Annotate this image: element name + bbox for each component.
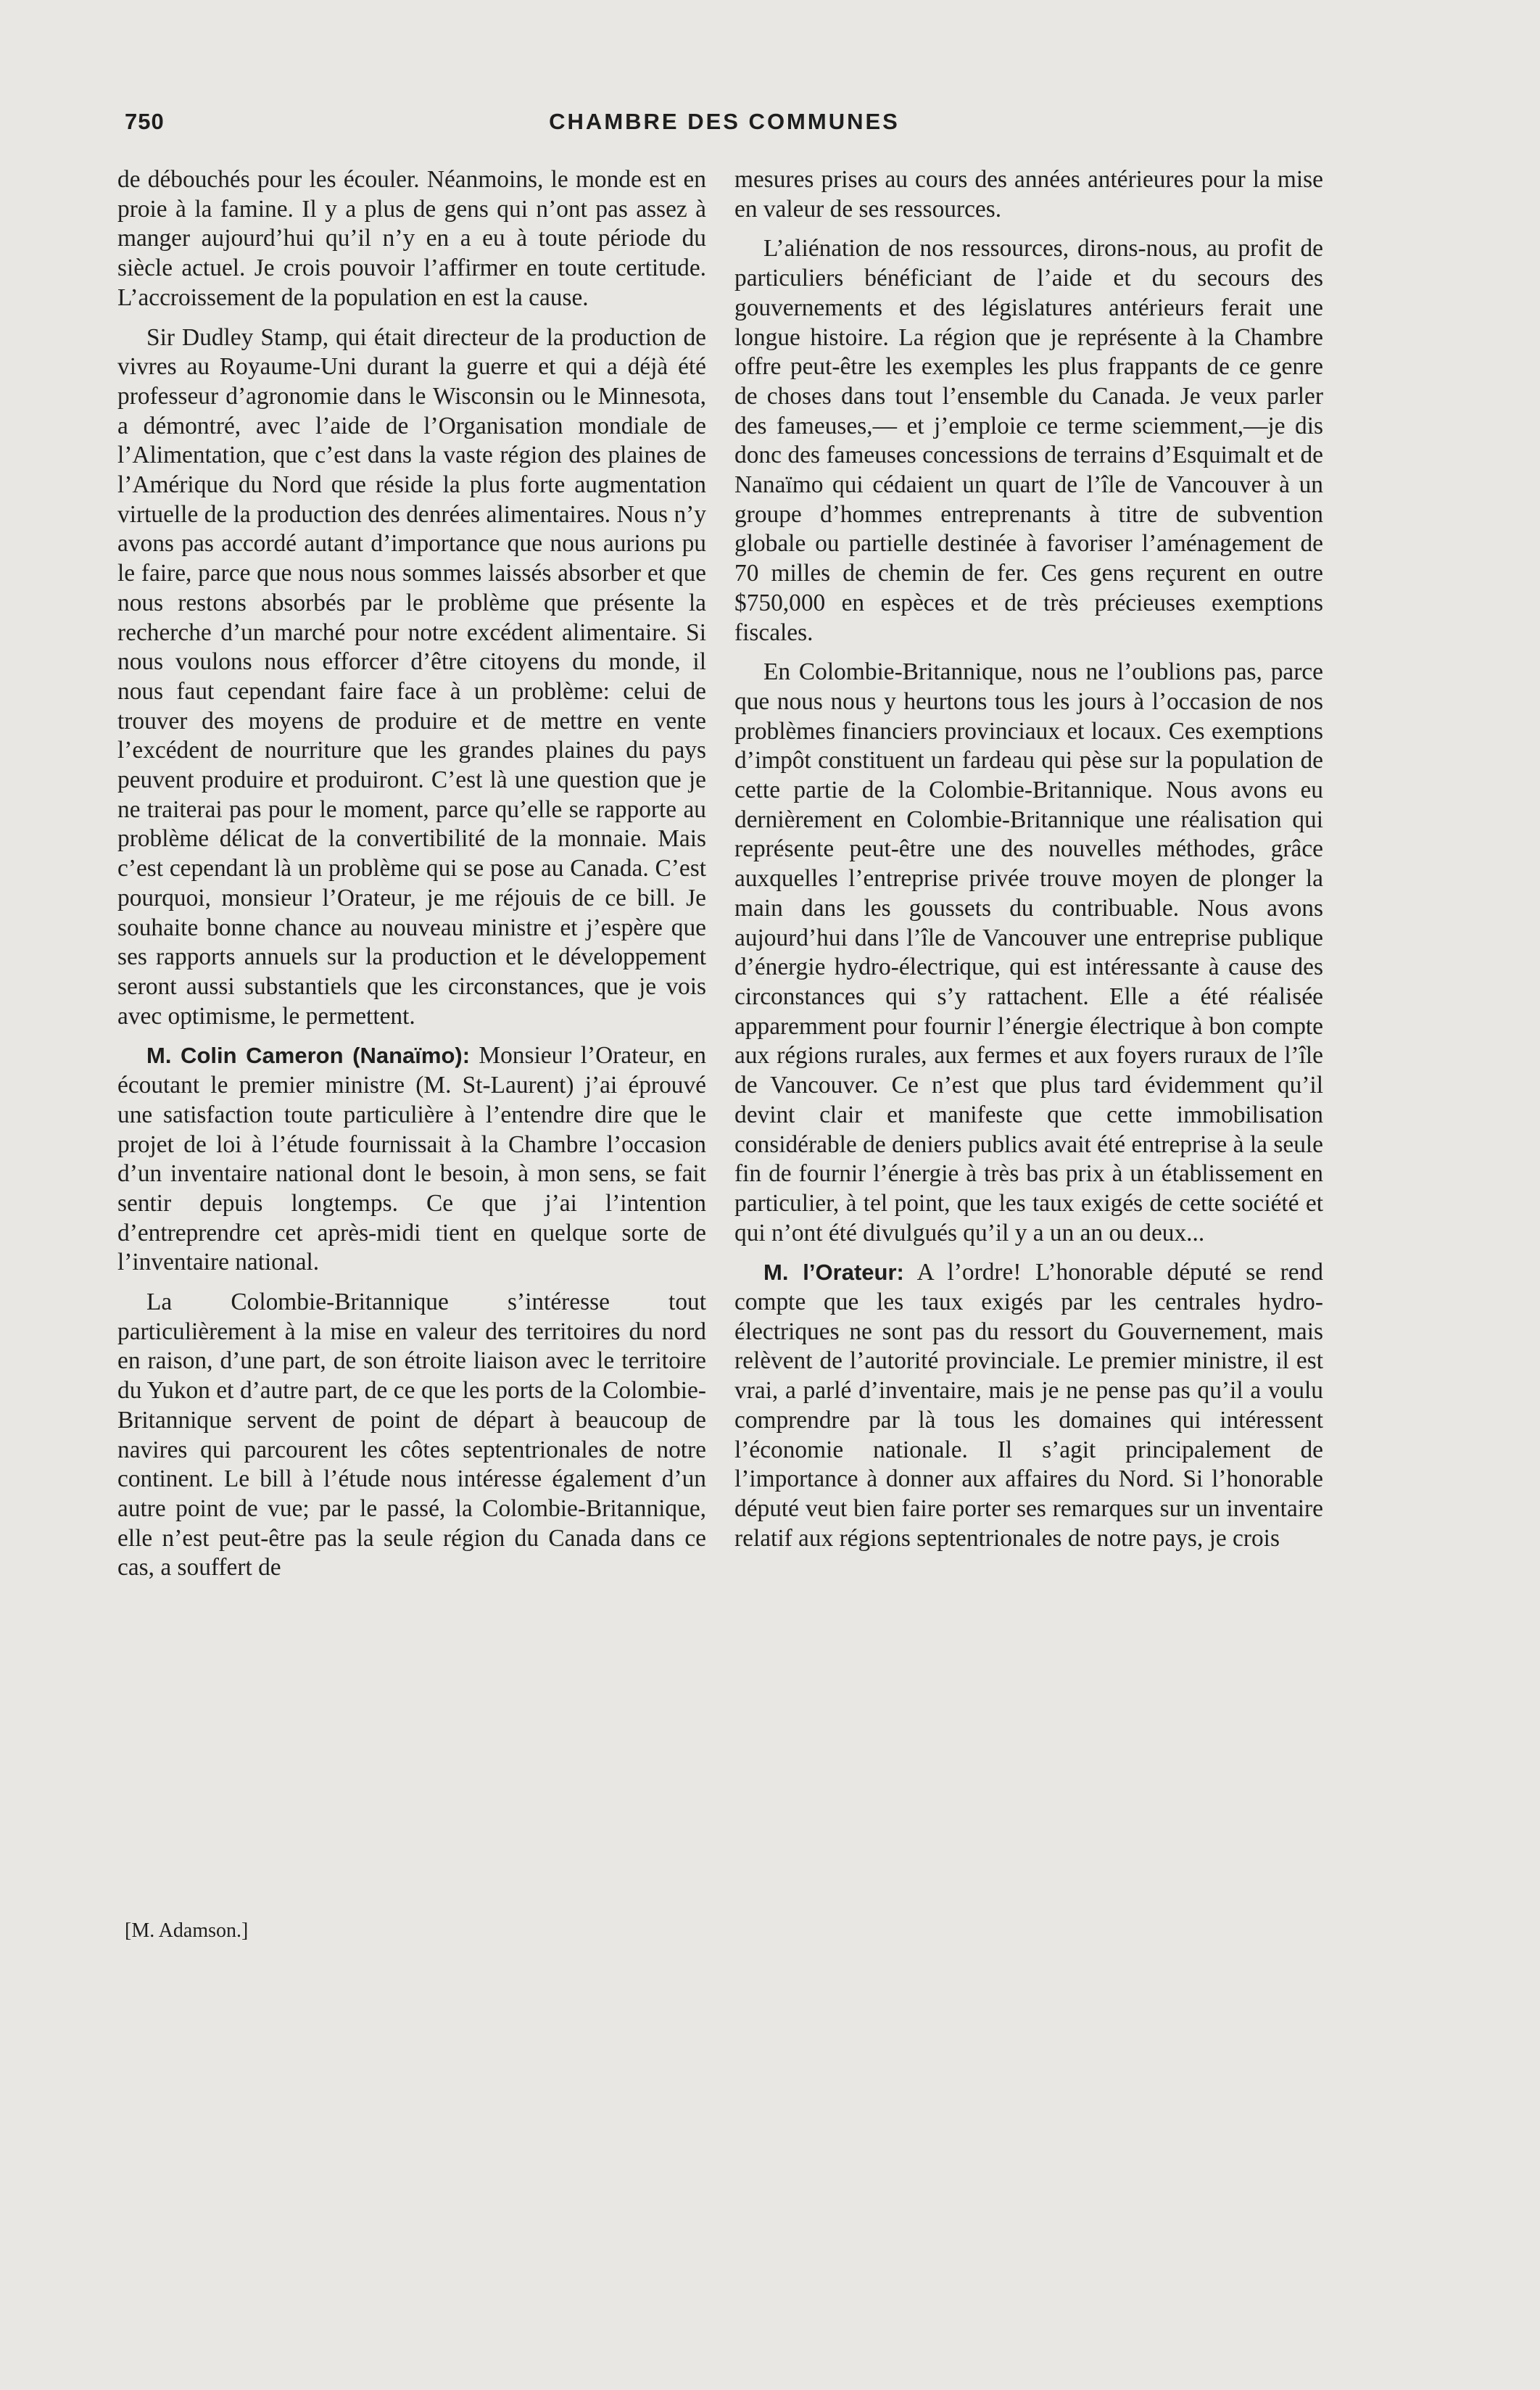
page-header [125,109,1324,145]
paragraph [117,1041,706,1278]
paragraph: mesures prises au cours des années antérieures pour la mise en valeur de ses ressources. [734,166,1323,223]
speaker-name: M. l’Orateur: [763,1260,904,1286]
footer-attribution: [M. Adamson.] [125,1919,249,1942]
paragraph [734,1258,1323,1553]
running-title: CHAMBRE DES COMMUNES [549,109,900,134]
paragraph: La Colombie-Britannique s’intéresse tout particulièrement à la mise en valeur des territoires du nord en raison, d’une part, de son étroite liaison avec le territoire du Yukon et d’autre part, de ce que les ports de la Colombie-Britannique servent de point de départ à beaucoup de navires qui parcourent les côtes septentrionales de notre continent. Le bill à l’étude nous intéresse également d’un autre point de vue; par le passé, la Colombie-Britannique, elle n’est peut-être pas la seule région du Canada dans ce cas, a souffert de [117,1289,706,1581]
paragraph: Sir Dudley Stamp, qui était directeur de la production de vivres au Royaume-Uni durant la guerre et qui a déjà été professeur d’agronomie dans le Wisconsin ou le Minnesota, a démontré, avec l’aide de l’Organisation mondiale de l’Alimentation, que c’est dans la vaste région des plaines de l’Amérique du Nord que réside la plus forte augmentation virtuelle de la production des denrées alimentaires. Nous n’y avons pas accordé autant d’importance que nous aurions pu le faire, parce que nous nous sommes laissés absorber et que nous restons absorbés par le problème que présente la recherche d’un marché pour notre excédent alimentaire. Si nous voulons nous efforcer d’être citoyens du monde, il nous faut cependant faire face à un problème: celui de trouver des moyens de produire et de mettre en vente l’excédent de nourriture que les grandes plaines du pays peuvent produire et produiront. C’est là une question que je ne traiterai pas pour le moment, parce qu’elle se rapporte au problème délicat de la convertibilité de la monnaie. Mais c’est cependant là un problème qui se pose au Canada. C’est pourquoi, monsieur l’Orateur, je me réjouis de ce bill. Je souhaite bonne chance au nouveau ministre et j’espère que ses rapports annuels sur la production et le développement seront aussi substantiels que les circonstances, que je vois avec optimisme, le permettent. [117,323,706,1030]
paragraph-text: Monsieur l’Orateur, en écoutant le premier ministre (M. St-Laurent) j’ai éprouvé une satisfaction toute particulière à l’entendre dire que le projet de loi à l’étude fournissait à la Chambre l’occasion d’un inventaire national dont le besoin, à mon sens, se fait sentir depuis longtemps. Ce que j’ai l’intention d’entreprendre cet après-midi tient en quelque sorte de l’inventaire national. [117,1042,706,1276]
page-number: 750 [125,109,165,134]
paragraph: En Colombie-Britannique, nous ne l’oublions pas, parce que nous nous y heurtons tous les jours à l’occasion de nos problèmes financiers provinciaux et locaux. Ces exemptions d’impôt constituent un fardeau qui pèse sur la population de cette partie de la Colombie-Britannique. Nous avons eu dernièrement en Colombie-Britannique une réalisation qui représente peut-être une des nouvelles méthodes, grâce auxquelles l’entreprise privée trouve moyen de plonger la main dans les goussets du contribuable. Nous avons aujourd’hui dans l’île de Vancouver une entreprise publique d’énergie hydro-électrique, qui est intéressante à cause des circonstances qui s’y rattachent. Elle a été réalisée apparemment pour fournir l’énergie électrique à bon compte aux régions rurales, aux fermes et aux foyers ruraux de l’île de Vancouver. Ce n’est que plus tard évidemment qu’il devint clair et manifeste que cette immobilisation considérable de deniers publics avait été entreprise à la seule fin de fournir l’énergie à très bas prix à un établissement en particulier, à tel point, que les taux exigés de cette société et qui n’ont été divulgués qu’il y a un an ou deux... [734,658,1323,1246]
paragraph-text: A l’ordre! L’honorable député se rend compte que les taux exigés par les centrales hydro-électriques ne sont pas du ressort du Gouvernement, mais relèvent de l’autorité provinciale. Le premier ministre, il est vrai, a parlé d’inventaire, mais je ne pense pas qu’il a voulu comprendre par là tous les domaines qui intéressent l’économie nationale. Il s’agit principalement de l’importance à donner aux affaires du Nord. Si l’honorable député veut bien faire porter ses remarques sur un inventaire relatif aux régions septentrionales de notre pays, je crois [734,1259,1323,1552]
left-column [117,165,706,1593]
right-column [734,165,1323,1563]
paragraph: L’aliénation de nos ressources, dirons-nous, au profit de particuliers bénéficiant de l’aide et du secours des gouvernements et des législatures antérieurs ferait une longue histoire. La région que je représente à la Chambre offre peut-être les exemples les plus frappants de ce genre de choses dans tout l’ensemble du Canada. Je veux parler des fameuses,— et j’emploie ce terme sciemment,—je dis donc des fameuses concessions de terrains d’Esquimalt et de Nanaïmo qui cédaient un quart de l’île de Vancouver à un groupe d’hommes entreprenants à titre de subvention globale ou partielle destinée à favoriser l’aménagement de 70 milles de chemin de fer. Ces gens reçurent en outre $750,000 en espèces et de très précieuses exemptions fiscales. [734,235,1323,646]
paragraph: de débouchés pour les écouler. Néanmoins, le monde est en proie à la famine. Il y a plus de gens qui n’ont pas assez à manger aujourd’hui qu’il n’y en a eu à toute période du siècle actuel. Je crois pouvoir l’affirmer en toute certitude. L’accroissement de la population en est la cause. [117,166,706,311]
speaker-name: M. Colin Cameron (Nanaïmo): [146,1043,471,1069]
